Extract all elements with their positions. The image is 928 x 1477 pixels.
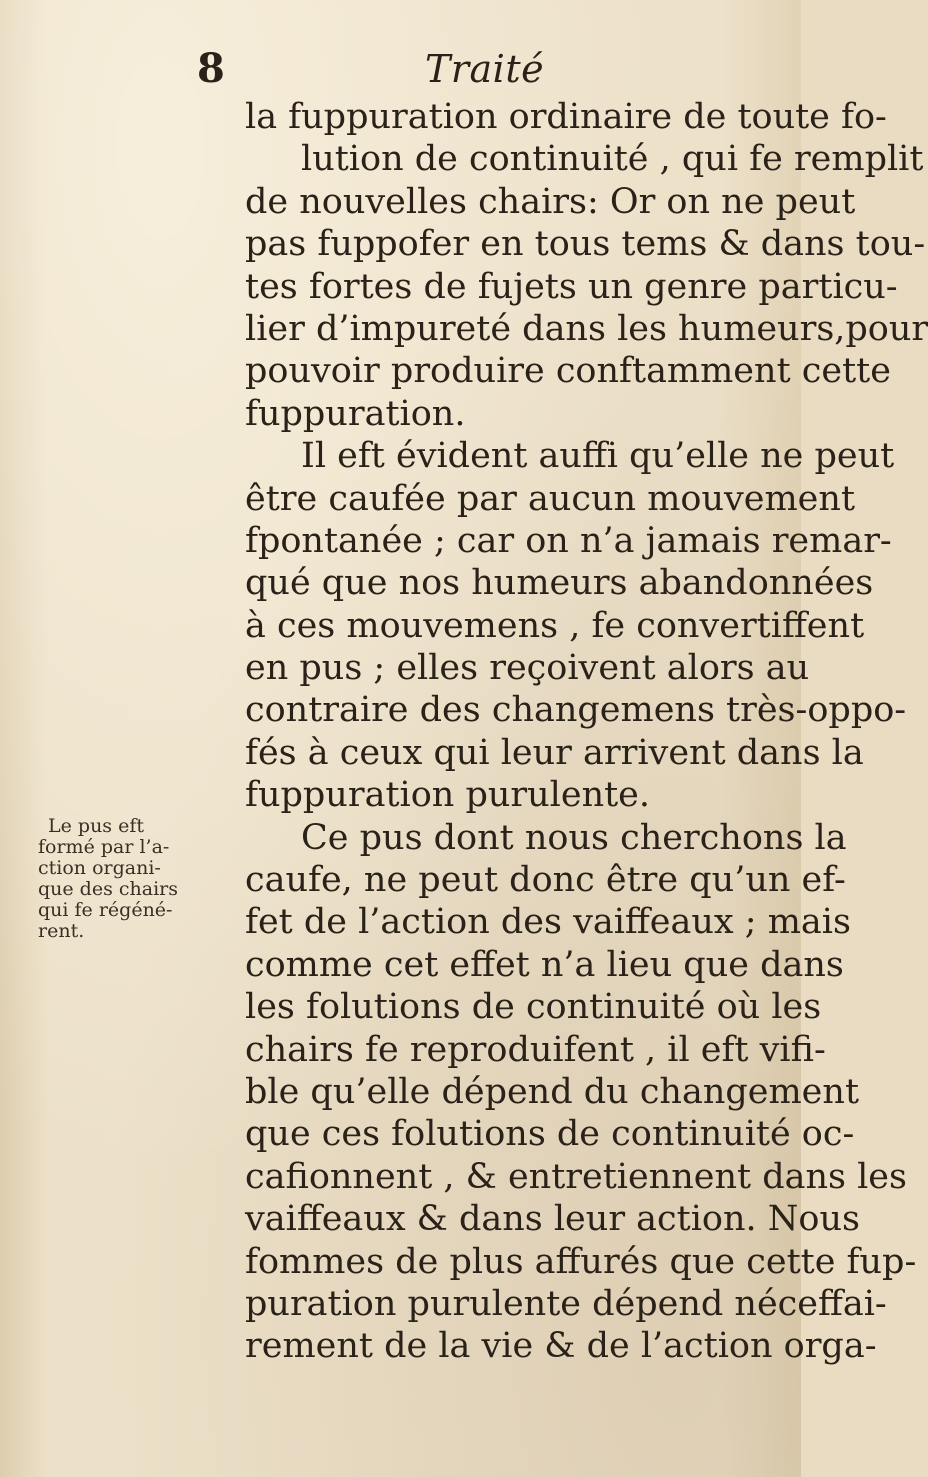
text-line: fommes de plus affurés que cette fup- — [245, 1241, 917, 1282]
main-text — [245, 96, 928, 1368]
text-line: en pus ; elles reçoivent alors au — [245, 648, 810, 689]
running-title: Traité — [425, 47, 545, 91]
text-line: comme cet effet n’a lieu que dans — [245, 944, 844, 985]
text-line: fuppuration. — [245, 393, 466, 434]
text-line: rement de la vie & de l’action orga- — [245, 1326, 877, 1367]
margin-note-line: Le pus eft — [48, 815, 145, 837]
text-line: vaiffeaux & dans leur action. Nous — [245, 1199, 860, 1240]
margin-note — [38, 816, 238, 942]
text-line: tes fortes de fujets un genre particu- — [245, 266, 898, 307]
text-line: que ces folutions de continuité oc- — [245, 1114, 855, 1155]
text-line: être caufée par aucun mouvement — [245, 478, 856, 519]
text-line: la fuppuration ordinaire de toute fo- — [245, 97, 887, 137]
text-line: qué que nos humeurs abandonnées — [245, 563, 874, 604]
text-line: contraire des changemens très-oppo- — [245, 690, 907, 731]
margin-note-line: que des chairs — [38, 878, 178, 900]
text-line: fuppuration purulente. — [245, 775, 651, 816]
page-header — [0, 40, 801, 98]
margin-note-line: rent. — [38, 920, 85, 942]
page-number: 8 — [197, 45, 225, 92]
text-line: ble qu’elle dépend du changement — [245, 1071, 860, 1112]
text-line: puration purulente dépend néceffai- — [245, 1283, 887, 1324]
text-line: les folutions de continuité où les — [245, 987, 822, 1028]
margin-note-line: formé par l’a- — [38, 836, 170, 858]
margin-note-line: ction organi- — [38, 857, 161, 879]
text-line: Il eft évident auffi qu’elle ne peut — [301, 436, 895, 477]
text-line: fpontanée ; car on n’a jamais remar- — [245, 520, 892, 561]
text-line: chairs fe reproduifent , il eft vifi- — [245, 1029, 826, 1070]
text-line: fés à ceux qui leur arrivent dans la — [245, 732, 864, 773]
text-line: pouvoir produire conftamment cette — [245, 351, 891, 392]
text-line: caufe, ne peut donc être qu’un ef- — [245, 860, 846, 901]
text-line: lution de continuité , qui fe remplit — [301, 139, 924, 180]
text-line: cafionnent , & entretiennent dans les — [245, 1156, 907, 1197]
text-line: pas fuppofer en tous tems & dans tou- — [245, 224, 926, 265]
text-line: de nouvelles chairs: Or on ne peut — [245, 181, 856, 222]
text-line: lier d’impureté dans les humeurs,pour — [245, 308, 928, 349]
text-line: à ces mouvemens , fe convertiffent — [245, 605, 865, 646]
text-line: Ce pus dont nous cherchons la — [301, 817, 847, 858]
margin-note-line: qui fe régéné- — [38, 899, 173, 921]
text-line: fet de l’action des vaiffeaux ; mais — [245, 902, 851, 943]
